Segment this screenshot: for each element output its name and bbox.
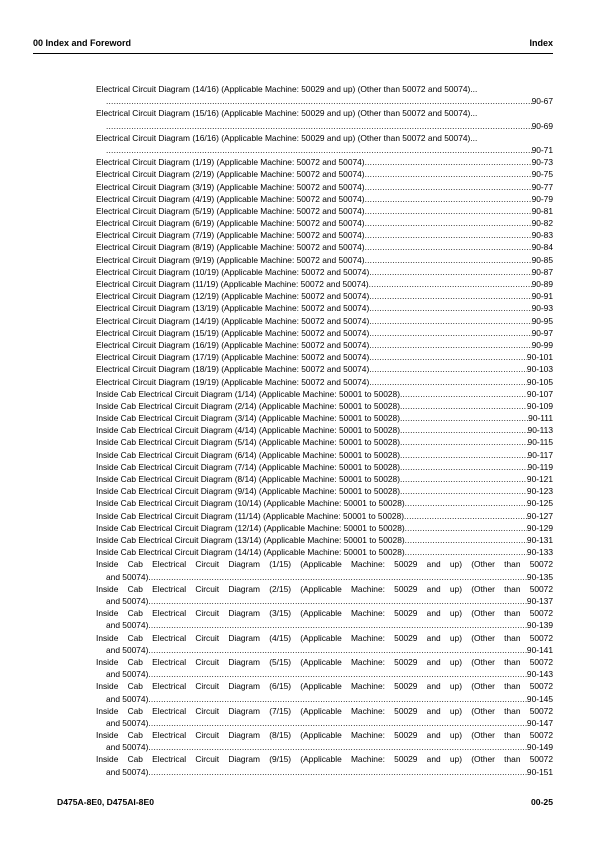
dot-leader: [148, 619, 527, 631]
entry-title: Inside Cab Electrical Circuit Diagram (7/15) (Applicable Machine: 50029 and up) (Other than 50072: [96, 705, 553, 716]
page-header: [33, 37, 553, 54]
index-entry[interactable]: [96, 193, 553, 205]
entry-title: Inside Cab Electrical Circuit Diagram (8/15) (Applicable Machine: 50029 and up) (Other than 50072: [96, 730, 553, 741]
entry-page: 90-73: [531, 157, 553, 168]
dot-leader: [369, 339, 531, 351]
index-entry[interactable]: [96, 156, 553, 168]
dot-leader: [148, 693, 527, 705]
dot-leader: [106, 120, 532, 132]
dot-leader: [365, 193, 532, 205]
entry-page: 90-71: [531, 144, 553, 155]
index-entry[interactable]: [96, 388, 553, 400]
dot-leader: [365, 217, 532, 229]
entry-page: 90-79: [531, 193, 553, 204]
index-entry[interactable]: [96, 400, 553, 412]
index-entry[interactable]: [96, 656, 553, 680]
dot-leader: [369, 363, 527, 375]
entry-page: 90-115: [527, 437, 553, 448]
index-entry[interactable]: [96, 461, 553, 473]
header-label: Index: [529, 38, 553, 48]
index-entry[interactable]: [96, 449, 553, 461]
index-entry[interactable]: [96, 290, 553, 302]
entry-title: Electrical Circuit Diagram (10/19) (Applicable Machine: 50072 and 50074): [96, 266, 370, 277]
entry-title-continuation: and 50074): [106, 644, 149, 655]
entry-title: Electrical Circuit Diagram (15/16) (Applicable Machine: 50029 and up) (Other than 50072 and 50074)...: [96, 108, 478, 119]
entry-title: Electrical Circuit Diagram (3/19) (Applicable Machine: 50072 and 50074): [96, 181, 365, 192]
entry-page: 90-113: [527, 425, 553, 436]
entry-title: Electrical Circuit Diagram (19/19) (Applicable Machine: 50072 and 50074): [96, 376, 370, 387]
dot-leader: [148, 717, 527, 729]
entry-page: 90-103: [526, 364, 553, 375]
dot-leader: [148, 644, 527, 656]
entry-page: 90-105: [526, 376, 553, 387]
entry-page: 90-99: [531, 339, 553, 350]
entry-page: 90-127: [526, 510, 553, 521]
entry-page: 90-135: [526, 571, 553, 582]
dot-leader: [369, 302, 531, 314]
entry-page: 90-89: [531, 279, 553, 290]
entry-title: Electrical Circuit Diagram (7/19) (Applicable Machine: 50072 and 50074): [96, 230, 365, 241]
index-entry[interactable]: [96, 363, 553, 375]
index-entry[interactable]: [96, 607, 553, 631]
dot-leader: [106, 144, 532, 156]
entry-title-continuation: and 50074): [106, 669, 149, 680]
dot-leader: [400, 400, 527, 412]
index-entry[interactable]: [96, 632, 553, 656]
entry-page: 90-97: [531, 327, 553, 338]
entry-page: 90-125: [526, 498, 553, 509]
entry-title: Electrical Circuit Diagram (18/19) (Applicable Machine: 50072 and 50074): [96, 364, 370, 375]
entry-page: 90-75: [531, 169, 553, 180]
entry-page: 90-85: [531, 254, 553, 265]
entry-page: 90-129: [526, 522, 553, 533]
dot-leader: [400, 424, 528, 436]
entry-title: Inside Cab Electrical Circuit Diagram (9/15) (Applicable Machine: 50029 and up) (Other than 50072: [96, 754, 553, 765]
index-entry[interactable]: [96, 473, 553, 485]
dot-leader: [369, 376, 527, 388]
entry-title: Electrical Circuit Diagram (14/16) (Applicable Machine: 50029 and up) (Other than 50072 and 50074)...: [96, 84, 478, 94]
index-entry[interactable]: [96, 351, 553, 363]
index-entry[interactable]: [96, 546, 553, 558]
entry-page: 90-84: [531, 242, 553, 253]
entry-page: 90-109: [526, 400, 553, 411]
entry-title-continuation: and 50074): [106, 693, 149, 704]
index-entry[interactable]: [96, 412, 553, 424]
dot-leader: [369, 315, 531, 327]
entry-page: 90-123: [526, 486, 553, 497]
entry-title: Electrical Circuit Diagram (15/19) (Applicable Machine: 50072 and 50074): [96, 327, 370, 338]
model-number: D475A-8E0, D475AI-8E0: [57, 797, 154, 807]
entry-title: Inside Cab Electrical Circuit Diagram (11/14) (Applicable Machine: 50001 to 50028): [96, 510, 405, 521]
index-entry[interactable]: [96, 705, 553, 729]
entry-page: 90-137: [526, 595, 553, 606]
index-entry[interactable]: [96, 217, 553, 229]
entry-title: Electrical Circuit Diagram (16/16) (Applicable Machine: 50029 and up) (Other than 50072 and 50074)...: [96, 132, 478, 143]
entry-page: 90-147: [526, 717, 553, 728]
entry-title: Inside Cab Electrical Circuit Diagram (12/14) (Applicable Machine: 50001 to 50028): [96, 522, 405, 533]
index-entry[interactable]: [96, 376, 553, 388]
entry-title: Inside Cab Electrical Circuit Diagram (4/15) (Applicable Machine: 50029 and up) (Other than 50072: [96, 632, 553, 643]
dot-leader: [365, 241, 532, 253]
dot-leader: [148, 668, 527, 680]
entry-page: 90-77: [531, 181, 553, 192]
entry-page: 90-81: [531, 205, 553, 216]
index-entry[interactable]: [96, 83, 553, 107]
dot-leader: [365, 156, 532, 168]
entry-title: Electrical Circuit Diagram (6/19) (Applicable Machine: 50072 and 50074): [96, 218, 365, 229]
entry-page: 90-107: [526, 388, 553, 399]
entry-title: Electrical Circuit Diagram (2/19) (Applicable Machine: 50072 and 50074): [96, 169, 365, 180]
entry-page: 90-67: [531, 96, 553, 107]
entry-page: 90-117: [527, 449, 553, 460]
section-title: 00 Index and Foreword: [33, 38, 132, 48]
page-number: 00-25: [531, 797, 553, 807]
index-entry[interactable]: [96, 107, 553, 131]
dot-leader: [405, 497, 527, 509]
entry-title: Inside Cab Electrical Circuit Diagram (2/15) (Applicable Machine: 50029 and up) (Other than 50072: [96, 583, 553, 594]
entry-title: Inside Cab Electrical Circuit Diagram (5/14) (Applicable Machine: 50001 to 50028): [96, 437, 400, 448]
entry-page: 90-121: [526, 474, 553, 485]
entry-title-continuation: and 50074): [106, 717, 149, 728]
index-entry[interactable]: [96, 510, 553, 522]
entry-page: 90-101: [526, 352, 553, 363]
index-entry[interactable]: [96, 497, 553, 509]
dot-leader: [400, 485, 527, 497]
entry-title: Inside Cab Electrical Circuit Diagram (2/14) (Applicable Machine: 50001 to 50028): [96, 400, 400, 411]
entry-title: Electrical Circuit Diagram (13/19) (Applicable Machine: 50072 and 50074): [96, 303, 370, 314]
entry-title: Electrical Circuit Diagram (14/19) (Applicable Machine: 50072 and 50074): [96, 315, 370, 326]
dot-leader: [404, 510, 527, 522]
entry-title: Inside Cab Electrical Circuit Diagram (9/14) (Applicable Machine: 50001 to 50028): [96, 486, 400, 497]
dot-leader: [369, 278, 532, 290]
index-entry[interactable]: [96, 132, 553, 156]
entry-title-continuation: and 50074): [106, 571, 149, 582]
dot-leader: [369, 327, 531, 339]
dot-leader: [365, 205, 532, 217]
dot-leader: [400, 461, 528, 473]
dot-leader: [369, 351, 527, 363]
dot-leader: [400, 412, 528, 424]
entry-title-continuation: and 50074): [106, 595, 149, 606]
dot-leader: [148, 595, 527, 607]
dot-leader: [106, 95, 532, 107]
index-entry[interactable]: [96, 424, 553, 436]
entry-page: 90-133: [526, 547, 553, 558]
entry-title: Inside Cab Electrical Circuit Diagram (3/14) (Applicable Machine: 50001 to 50028): [96, 413, 400, 424]
entry-title: Electrical Circuit Diagram (9/19) (Applicable Machine: 50072 and 50074): [96, 254, 365, 265]
entry-title: Electrical Circuit Diagram (11/19) (Applicable Machine: 50072 and 50074): [96, 279, 369, 290]
dot-leader: [148, 766, 527, 778]
entry-page: 90-151: [526, 766, 553, 777]
entry-title: Inside Cab Electrical Circuit Diagram (8/14) (Applicable Machine: 50001 to 50028): [96, 474, 400, 485]
index-entry[interactable]: [96, 558, 553, 582]
dot-leader: [365, 181, 532, 193]
entry-page: 90-83: [531, 230, 553, 241]
entry-title: Inside Cab Electrical Circuit Diagram (7/14) (Applicable Machine: 50001 to 50028): [96, 461, 400, 472]
dot-leader: [369, 290, 531, 302]
dot-leader: [400, 388, 527, 400]
dot-leader: [400, 473, 527, 485]
entry-title: Electrical Circuit Diagram (4/19) (Applicable Machine: 50072 and 50074): [96, 193, 365, 204]
dot-leader: [369, 266, 531, 278]
dot-leader: [400, 449, 528, 461]
index-entry[interactable]: [96, 680, 553, 704]
entry-page: 90-87: [531, 266, 553, 277]
entry-title: Inside Cab Electrical Circuit Diagram (1/14) (Applicable Machine: 50001 to 50028): [96, 388, 400, 399]
entry-page: 90-131: [526, 534, 553, 545]
index-entry[interactable]: [96, 254, 553, 266]
entry-title: Electrical Circuit Diagram (12/19) (Applicable Machine: 50072 and 50074): [96, 291, 370, 302]
entry-page: 90-69: [531, 120, 553, 131]
index-entry[interactable]: [96, 522, 553, 534]
entry-page: 90-95: [531, 315, 553, 326]
entry-page: 90-149: [526, 742, 553, 753]
index-entry[interactable]: [96, 181, 553, 193]
dot-leader: [400, 436, 528, 448]
entry-title-continuation: and 50074): [106, 766, 149, 777]
entry-page: 90-111: [528, 413, 553, 424]
entry-page: 90-141: [526, 644, 553, 655]
dot-leader: [365, 229, 532, 241]
index-entry[interactable]: [96, 315, 553, 327]
entry-title: Electrical Circuit Diagram (8/19) (Applicable Machine: 50072 and 50074): [96, 242, 365, 253]
index-entry[interactable]: [96, 266, 553, 278]
index-entry[interactable]: [96, 436, 553, 448]
entry-page: 90-91: [531, 291, 553, 302]
entry-title: Electrical Circuit Diagram (16/19) (Applicable Machine: 50072 and 50074): [96, 339, 370, 350]
index-entry[interactable]: [96, 339, 553, 351]
index-entry[interactable]: [96, 583, 553, 607]
index-entry[interactable]: [96, 168, 553, 180]
entry-title: Inside Cab Electrical Circuit Diagram (1/15) (Applicable Machine: 50029 and up) (Other than 50072: [96, 559, 553, 570]
entry-title: Inside Cab Electrical Circuit Diagram (4/14) (Applicable Machine: 50001 to 50028): [96, 425, 400, 436]
index-entry[interactable]: [96, 327, 553, 339]
entry-title: Electrical Circuit Diagram (1/19) (Applicable Machine: 50072 and 50074): [96, 157, 365, 168]
dot-leader: [405, 546, 527, 558]
index-entry[interactable]: [96, 534, 553, 546]
entry-title: Inside Cab Electrical Circuit Diagram (5/15) (Applicable Machine: 50029 and up) (Other than 50072: [96, 656, 553, 667]
index-entry[interactable]: [96, 278, 553, 290]
index-entry[interactable]: [96, 729, 553, 753]
entry-page: 90-82: [531, 218, 553, 229]
entry-title: Inside Cab Electrical Circuit Diagram (13/14) (Applicable Machine: 50001 to 50028): [96, 534, 405, 545]
dot-leader: [365, 254, 532, 266]
entry-title: Electrical Circuit Diagram (17/19) (Applicable Machine: 50072 and 50074): [96, 352, 370, 363]
entry-page: 90-145: [526, 693, 553, 704]
entry-page: 90-139: [526, 620, 553, 631]
entry-page: 90-143: [526, 669, 553, 680]
entry-title-continuation: and 50074): [106, 742, 149, 753]
entry-title: Inside Cab Electrical Circuit Diagram (6/14) (Applicable Machine: 50001 to 50028): [96, 449, 400, 460]
index-entry[interactable]: [96, 241, 553, 253]
entry-title: Electrical Circuit Diagram (5/19) (Applicable Machine: 50072 and 50074): [96, 205, 365, 216]
entry-title: Inside Cab Electrical Circuit Diagram (10/14) (Applicable Machine: 50001 to 50028): [96, 498, 405, 509]
entry-title: Inside Cab Electrical Circuit Diagram (6/15) (Applicable Machine: 50029 and up) (Other than 50072: [96, 681, 553, 692]
index-entry[interactable]: [96, 205, 553, 217]
index-entry[interactable]: [96, 229, 553, 241]
index-entry[interactable]: [96, 485, 553, 497]
index-list: [96, 83, 553, 778]
dot-leader: [365, 168, 532, 180]
entry-page: 90-93: [531, 303, 553, 314]
index-entry[interactable]: [96, 302, 553, 314]
entry-title: Inside Cab Electrical Circuit Diagram (14/14) (Applicable Machine: 50001 to 50028): [96, 547, 405, 558]
dot-leader: [148, 571, 527, 583]
index-entry[interactable]: [96, 753, 553, 777]
dot-leader: [405, 534, 527, 546]
dot-leader: [148, 741, 527, 753]
entry-page: 90-119: [527, 461, 553, 472]
entry-title: Inside Cab Electrical Circuit Diagram (3/15) (Applicable Machine: 50029 and up) (Other than 50072: [96, 608, 553, 619]
entry-title-continuation: and 50074): [106, 620, 149, 631]
dot-leader: [405, 522, 527, 534]
